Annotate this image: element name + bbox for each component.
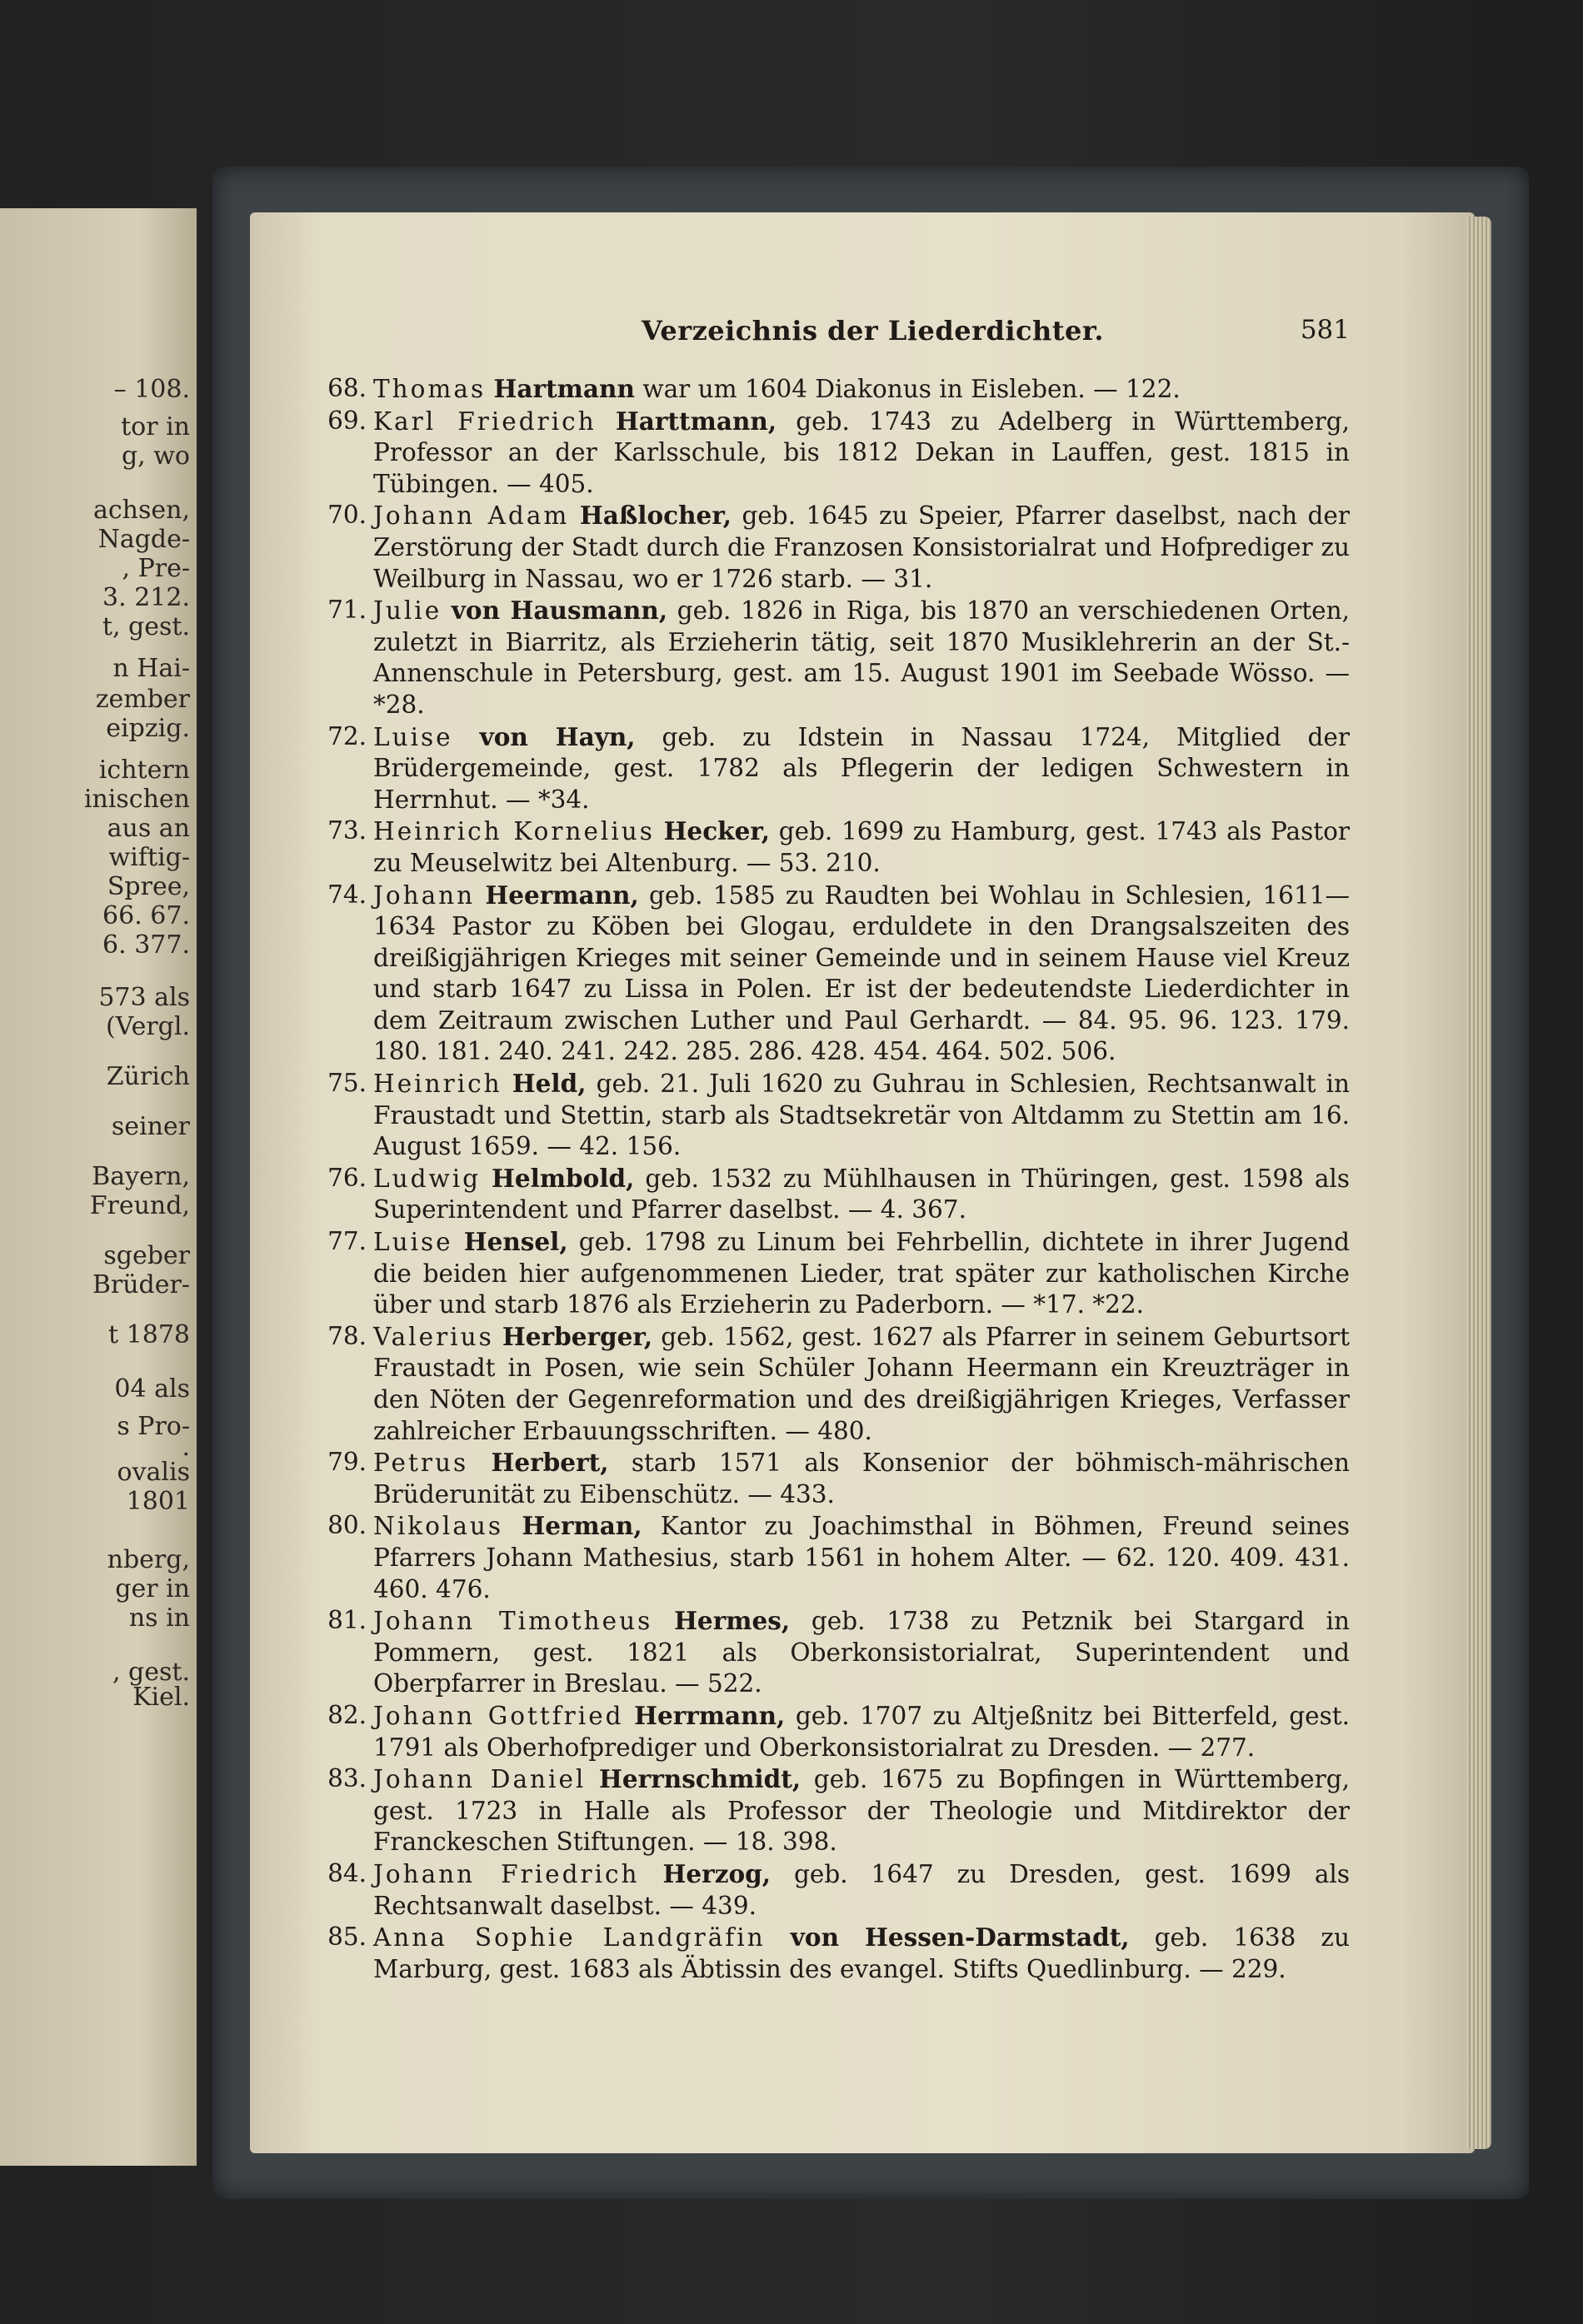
page-number: 581: [1300, 315, 1350, 345]
left-page-fragment: tor in: [121, 412, 190, 441]
entry-text: geb. zu Idstein in Nassau 1724, Mitglied der Brüdergemeinde, gest. 1782 als Pflegerin der ledigen Schwestern in Herrnhut. — *34.: [373, 722, 1350, 814]
entry-given-name: Anna Sophie Landgräfin: [373, 1923, 766, 1952]
entry-number: 74.: [327, 880, 367, 909]
entry-number: 68.: [327, 374, 367, 402]
entry-text: starb 1571 als Konsenior der böhmisch-mährischen Brüderunität zu Eibenschütz. — 433.: [373, 1449, 1350, 1509]
left-page-fragment: 6. 377.: [102, 930, 190, 960]
entry-given-name: Johann Adam: [373, 501, 570, 531]
left-page-fragment: inischen: [83, 785, 190, 814]
entry-surname: Hensel,: [463, 1227, 568, 1257]
entry-number: 78.: [327, 1321, 367, 1350]
entry-given-name: Johann Gottfried: [373, 1701, 624, 1730]
left-page-fragment: – 108.: [113, 375, 190, 404]
entry-number: 81.: [327, 1606, 367, 1635]
entry-given-name: Johann Timotheus: [373, 1607, 653, 1636]
entry: [317, 1510, 1350, 1605]
entry: [317, 373, 1350, 406]
entry-surname: Hecker,: [663, 816, 771, 846]
entry-number: 70.: [327, 501, 367, 530]
entry-number: 80.: [327, 1511, 367, 1540]
entry-text: geb. 1532 zu Mühlhausen in Thüringen, gest. 1598 als Superintendent und Pfarrer daselbst. — 4. 367.: [373, 1164, 1350, 1224]
page-edges: [1466, 217, 1491, 2149]
left-page-fragment: 66. 67.: [102, 901, 190, 930]
left-page-fragment: 1801: [126, 1487, 190, 1516]
entry: [317, 1858, 1350, 1922]
entry-number: 82.: [327, 1700, 367, 1729]
entry-number: 84.: [327, 1858, 367, 1888]
left-page-fragment: t 1878: [108, 1320, 190, 1349]
entry: [317, 1068, 1350, 1163]
entry-number: 77.: [327, 1227, 367, 1256]
left-page-fragment: ger in: [115, 1574, 190, 1603]
left-page-fragment: Zürich: [106, 1062, 190, 1091]
entry-text: geb. 1743 zu Adelberg in Württemberg, Professor an der Karlsschule, bis 1812 Dekan in Lauffen, gest. 1815 in Tübingen. — 405.: [373, 406, 1350, 498]
left-page-fragment: zember: [95, 685, 190, 714]
left-page-fragment: (Vergl.: [105, 1012, 190, 1041]
left-page-fragment: , Pre-: [122, 554, 190, 583]
entry: [317, 1226, 1350, 1321]
left-page-fragment: 3. 212.: [102, 583, 190, 612]
entry-text: Kantor zu Joachimsthal in Böhmen, Freund seines Pfarrers Johann Mathesius, starb 1561 in hohem Alter. — 62. 120. 409. 431. 460. 476.: [373, 1512, 1350, 1603]
left-page-fragment: ns in: [128, 1603, 190, 1633]
left-page-fragment: ichtern: [98, 756, 190, 785]
entry-surname: Hartmann: [493, 374, 635, 403]
entry-surname: Herzog,: [662, 1858, 772, 1888]
entry: [317, 406, 1350, 501]
entry-text: geb. 1738 zu Petznik bei Stargard in Pommern, gest. 1821 als Oberkonsistorialrat, Superintendent und Oberpfarrer in Breslau. — 522.: [373, 1607, 1350, 1698]
left-page-fragment: .: [182, 1433, 190, 1462]
entry: [317, 815, 1350, 879]
entry-given-name: Luise: [373, 722, 453, 751]
entry-number: 83.: [327, 1764, 367, 1793]
left-page-edge: [0, 208, 197, 2166]
entry-given-name: Heinrich Kornelius: [373, 817, 655, 846]
entry-surname: Hermes,: [674, 1606, 791, 1636]
left-page-fragment: Freund,: [89, 1191, 190, 1220]
entry: [317, 595, 1350, 721]
entry-given-name: Valerius: [373, 1322, 494, 1351]
entry-text: geb. 1647 zu Dresden, gest. 1699 als Rechtsanwalt daselbst. — 439.: [373, 1859, 1350, 1920]
entry: [317, 500, 1350, 595]
entry-given-name: Ludwig: [373, 1164, 482, 1193]
left-page-fragment: Nagde-: [97, 525, 190, 554]
left-page-fragment: n Hai-: [112, 654, 190, 683]
entry-given-name: Heinrich: [373, 1070, 502, 1099]
entry-given-name: Luise: [373, 1228, 453, 1257]
left-page-fragment: Kiel.: [132, 1683, 190, 1712]
left-page-fragment: 04 als: [114, 1374, 190, 1404]
entry-surname: von Hayn,: [479, 721, 636, 751]
entry-surname: Heermann,: [485, 880, 639, 910]
left-page-fragment: achsen,: [92, 496, 190, 525]
entry-text: geb. 1675 zu Bopfingen in Württemberg, gest. 1723 in Halle als Professor der Theologie und Mitdirektor der Franckeschen Stiftungen. — 18. 398.: [373, 1765, 1350, 1857]
entry-surname: Herrmann,: [634, 1700, 786, 1730]
entry-number: 69.: [327, 406, 367, 435]
left-page-fragment: s Pro-: [117, 1412, 190, 1441]
left-page-fragment: t, gest.: [102, 612, 190, 641]
left-page-fragment: , gest.: [112, 1658, 190, 1687]
left-page-fragment: 573 als: [98, 983, 190, 1012]
entry-text: geb. 1645 zu Speier, Pfarrer daselbst, nach der Zerstörung der Stadt durch die Franzosen Konsistorialrat und Hofprediger zu Weilburg in Nassau, wo er 1726 starb. — 31.: [373, 501, 1350, 593]
entry-surname: Herbert,: [491, 1448, 609, 1478]
entry-text: geb. 1585 zu Raudten bei Wohlau in Schlesien, 1611—1634 Pastor zu Köben bei Glogau, erduldete in den Drangsalszeiten des dreißigjährigen Krieges mit seiner Gemeinde und in seinem Hause viel Kreuz und starb 1647 zu Lissa in Polen. Er ist der bedeutendste Liederdichter in dem Zeitraum zwischen Luther und Paul Gerhardt. — 84. 95. 96. 123. 179. 180. 181. 240. 241. 242. 285. 286. 428. 454. 464. 502. 506.: [373, 880, 1350, 1066]
left-page-fragment: eipzig.: [106, 714, 190, 743]
entry-text: war um 1604 Diakonus in Eisleben. — 122.: [642, 375, 1181, 403]
left-page-fragment: wiftig-: [108, 843, 190, 872]
entry-text: geb. 1638 zu Marburg, gest. 1683 als Äbtissin des evangel. Stifts Quedlinburg. — 229.: [373, 1923, 1350, 1983]
entry: [317, 1321, 1350, 1447]
page-header: [367, 315, 1350, 348]
entry-text: geb. 1798 zu Linum bei Fehrbellin, dichtete in ihrer Jugend die beiden hier aufgenommenen Lieder, trat später zur katholischen Kirche über und starb 1876 als Erzieherin zu Paderborn. — *17. *22.: [373, 1228, 1350, 1319]
entry: [317, 1763, 1350, 1858]
entry-given-name: Johann Daniel: [373, 1765, 587, 1794]
entry-number: 85.: [327, 1923, 367, 1952]
left-page-fragment: ovalis: [117, 1458, 190, 1487]
entry: [317, 880, 1350, 1069]
entry-given-name: Petrus: [373, 1449, 469, 1478]
left-page-fragment: nberg,: [107, 1545, 190, 1574]
left-page-fragment: aus an: [107, 814, 190, 843]
entry-text: geb. 21. Juli 1620 zu Guhrau in Schlesien, Rechtsanwalt in Fraustadt und Stettin, starb als Stadtsekretär von Altdamm zu Stettin am 16. August 1659. — 42. 156.: [373, 1070, 1350, 1161]
entry: [317, 1700, 1350, 1763]
entry-surname: Haßlocher,: [579, 501, 732, 531]
entry-text: geb. 1562, gest. 1627 als Pfarrer in seinem Geburtsort Fraustadt in Posen, wie sein Schüler Johann Heermann ein Kreuzträger in den Nöten der Gegenreformation und des dreißigjährigen Krieges, Verfasser zahlreicher Erbauungsschriften. — 480.: [373, 1322, 1350, 1445]
entry-given-name: Johann Friedrich: [373, 1859, 640, 1888]
entry-surname: Herberger,: [502, 1321, 653, 1351]
entry-given-name: Thomas: [373, 375, 487, 403]
entry-number: 72.: [327, 721, 367, 751]
entry-given-name: Johann: [373, 880, 476, 910]
entry-number: 75.: [327, 1069, 367, 1098]
entry-surname: Herrnschmidt,: [599, 1764, 801, 1794]
entry-given-name: Karl Friedrich: [373, 406, 597, 436]
entry-given-name: Nikolaus: [373, 1512, 504, 1541]
entry-number: 79.: [327, 1448, 367, 1477]
entry-surname: von Hausmann,: [451, 596, 668, 626]
left-page-fragment: sgeber: [103, 1241, 190, 1270]
entry-text: geb. 1826 in Riga, bis 1870 an verschiedenen Orten, zuletzt in Biarritz, als Erzieherin tätig, seit 1870 Musiklehrerin an der St.-Annenschule in Petersburg, gest. am 15. August 1901 im Seebade Wösso. — *28.: [373, 596, 1350, 719]
left-page-fragment: Spree,: [107, 872, 190, 901]
entry-surname: Helmbold,: [491, 1163, 635, 1193]
entry-text: geb. 1707 zu Altjeßnitz bei Bitterfeld, gest. 1791 als Oberhofprediger und Oberkonsistorialrat zu Dresden. — 277.: [373, 1701, 1350, 1762]
entry-text: geb. 1699 zu Hamburg, gest. 1743 als Pastor zu Meuselwitz bei Altenburg. — 53. 210.: [373, 817, 1350, 877]
left-page-fragment: Bayern,: [92, 1162, 190, 1191]
entry-surname: Held,: [512, 1069, 587, 1099]
entry-number: 76.: [327, 1163, 367, 1192]
left-page-fragment: Brüder-: [92, 1270, 190, 1299]
entry-surname: von Hessen-Darmstadt,: [790, 1923, 1130, 1952]
left-page-fragment: seiner: [111, 1112, 190, 1141]
entry: [317, 721, 1350, 816]
entry-number: 73.: [327, 816, 367, 845]
entry-given-name: Julie: [373, 596, 442, 626]
entry-number: 71.: [327, 596, 367, 625]
entry: [317, 1922, 1350, 1985]
entry: [317, 1447, 1350, 1510]
running-title: Verzeichnis der Liederdichter.: [642, 315, 1104, 347]
entry: [317, 1163, 1350, 1226]
entry-surname: Herman,: [522, 1511, 642, 1541]
entry-surname: Harttmann,: [615, 406, 777, 436]
left-page-fragment: g, wo: [121, 441, 190, 471]
entry-list: [317, 373, 1350, 1985]
entry: [317, 1605, 1350, 1700]
